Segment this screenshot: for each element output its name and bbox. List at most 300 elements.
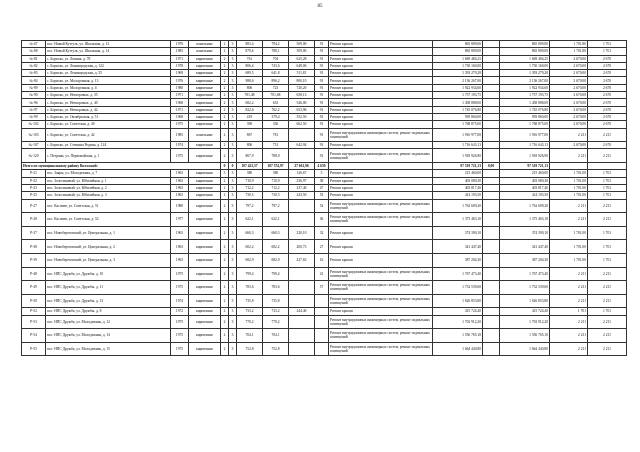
cell-sum: 1 732 539,60 (433, 281, 483, 295)
cell-year: 1975 (171, 315, 189, 329)
cell-v2: 2 211 (588, 294, 627, 308)
repair-program-table (21, 40, 627, 356)
cell-sum: 415 724,40 (433, 308, 483, 315)
cell-e: 3 (229, 170, 237, 177)
cell-addr: пос. НПС Дружба, ул. Молодежная, д. 12 (46, 315, 171, 329)
cell-f: 2 (221, 41, 229, 48)
cell-v2: 2 211 (588, 199, 627, 213)
cell-v1: 1 701 (550, 308, 588, 315)
cell-idx: Р-39 (22, 253, 46, 267)
cell-f: 2 (221, 77, 229, 84)
cell-empty (550, 163, 588, 170)
cell-c1: 682,2 (237, 99, 263, 106)
cell-c1: 712,2 (237, 184, 263, 191)
cell-addr: Итого по муниципальному району Волжский: (22, 163, 221, 170)
cell-empty (329, 163, 433, 170)
cell-v2: 2 211 (588, 213, 627, 227)
cell-empty (483, 106, 500, 113)
cell-sum: 1 716 643,13 (433, 142, 483, 149)
cell-year: 1972 (171, 308, 189, 315)
cell-c2: 704,1 (263, 329, 289, 343)
table-row (22, 99, 627, 106)
cell-sum: 97 519 721,13 (433, 163, 483, 170)
cell-c4: 91 (315, 48, 329, 55)
cell-sum: 374 390,10 (433, 226, 483, 240)
cell-c2: 622,1 (263, 213, 289, 227)
cell-f: 2 (221, 177, 229, 184)
cell-v1: 2 211 (550, 199, 588, 213)
table-row (22, 84, 627, 91)
cell-addr: с. Петрани, ул. Первомайская, д. 1 (46, 149, 171, 163)
cell-c1: 390 (237, 121, 263, 128)
cell-c2: 794,2 (263, 41, 289, 48)
cell-empty (483, 199, 500, 213)
table-row (22, 281, 627, 295)
cell-work: Ремонт крыши (329, 240, 433, 254)
cell-c3: 509,00 (289, 41, 315, 48)
cell-c4 (315, 315, 329, 329)
cell-sum: 865 809,00 (433, 48, 483, 55)
cell-idx: Р-54 (22, 329, 46, 343)
cell-f: 2 (221, 62, 229, 69)
total-row (22, 163, 627, 170)
cell-mat: кирпичные (189, 213, 221, 227)
cell-year: 1976 (171, 77, 189, 84)
cell-sum: 939 860,00 (433, 113, 483, 120)
cell-empty (483, 226, 500, 240)
cell-sum: 1 922 934,60 (433, 84, 483, 91)
cell-v1: 1 701,00 (550, 192, 588, 199)
cell-c1: 704,1 (237, 329, 263, 343)
cell-empty (483, 240, 500, 254)
cell-c4: 38 (315, 177, 329, 184)
cell-v1: 1 701,80 (550, 48, 588, 55)
cell-mat: кирпичные (189, 142, 221, 149)
cell-addr: пос. Золотиновый, ул. Юбилейная, д. 3 (46, 192, 171, 199)
cell-c4: 91 (315, 121, 329, 128)
cell-empty (483, 48, 500, 55)
cell-year: 1971 (171, 92, 189, 99)
cell-c3: 662,50 (289, 121, 315, 128)
cell-v2: 2 670 (588, 113, 627, 120)
cell-work: Ремонт внутридомовых инженерных систем, ремонт подвальных помещений (329, 199, 433, 213)
cell-c4: 91 (315, 113, 329, 120)
cell-c4: 41 (315, 267, 329, 281)
cell-work: Ремонт внутридомовых инженерных систем, ремонт подвальных помещений (329, 213, 433, 227)
table-row (22, 113, 627, 120)
cell-mat: кирпичные (189, 253, 221, 267)
cell-idx: Р-22 (22, 177, 46, 184)
cell-addr: с. Бориско, ул. Стешина Родина, д. 124 (46, 142, 171, 149)
cell-c4: 91 (315, 106, 329, 113)
cell-mat: кирпичные (189, 92, 221, 99)
cell-v1: 2 211 (550, 342, 588, 356)
table-row (22, 184, 627, 191)
cell-sum2: 97 519 721,13 (500, 163, 550, 170)
cell-addr: пос. НПС Дружба, ул. Молодежная, д. 15 (46, 342, 171, 356)
cell-c4: 52 (315, 199, 329, 213)
cell-c4 (315, 294, 329, 308)
cell-c4: 57 (315, 281, 329, 295)
cell-e: 3 (229, 267, 237, 281)
cell-mat: кирпичные (189, 240, 221, 254)
table-row (22, 92, 627, 99)
cell-work: Ремонт внутридомовых инженерных систем, ремонт подвальных помещений (329, 281, 433, 295)
cell-c3: 648,06 (289, 62, 315, 69)
cell-work: Ремонт крыши (329, 192, 433, 199)
cell-c1: 733,2 (237, 308, 263, 315)
cell-c3: 352,50 (289, 113, 315, 120)
cell-sum: 1 767 473,40 (433, 267, 483, 281)
cell-sum: 1 458 888,00 (433, 99, 483, 106)
cell-sum2: 1 757 193,75 (500, 92, 550, 99)
cell-empty (483, 342, 500, 356)
cell-addr: пос. НПС Дружба, ул. Дружбы, д. 8 (46, 308, 171, 315)
cell-sum2: 1 730 160,00 (500, 62, 550, 69)
cell-sum2: 1 664 440,80 (500, 342, 550, 356)
cell-sum2: 1 702 912,20 (500, 315, 550, 329)
cell-v2: 1 701 (588, 240, 627, 254)
cell-v2: 2 670 (588, 70, 627, 77)
cell-mat: кирпичные (189, 226, 221, 240)
cell-idx: №-99 (22, 113, 46, 120)
cell-c1: 761 (237, 55, 263, 62)
cell-c2: 710,9 (263, 177, 289, 184)
cell-addr: пос. НПС Дружба, ул. Молодежная, д. 14 (46, 329, 171, 343)
cell-c4 (315, 342, 329, 356)
cell-c3: 509,00 (289, 48, 315, 55)
cell-sum: 865 809,00 (433, 41, 483, 48)
cell-e: 3 (229, 121, 237, 128)
cell-v1: 2 211 (550, 213, 588, 227)
cell-v2: 2 670 (588, 121, 627, 128)
cell-v1: 2 211 (550, 128, 588, 142)
cell-sum: 1 393 279,28 (433, 70, 483, 77)
cell-f: 2 (221, 113, 229, 120)
cell-c1: 689,5 (237, 70, 263, 77)
cell-c2: 701,68 (263, 92, 289, 99)
cell-c3 (289, 342, 315, 356)
cell-c2: 379,4 (263, 113, 289, 120)
cell-sum: 403 080,30 (433, 177, 483, 184)
cell-idx: Р-48 (22, 267, 46, 281)
cell-work: Ремонт крыши (329, 308, 433, 315)
cell-addr: с. Бориско, ул. Советская, д. 40 (46, 121, 171, 128)
cell-v1: 1 701,00 (550, 240, 588, 254)
cell-c3: 653,96 (289, 106, 315, 113)
cell-c1: 622,1 (237, 213, 263, 227)
cell-v1: 2 670,00 (550, 62, 588, 69)
cell-v2: 2 211 (588, 281, 627, 295)
cell-c2: 660,3 (263, 226, 289, 240)
cell-sum: 1 626 853,80 (433, 294, 483, 308)
cell-c3: 220,10 (289, 226, 315, 240)
cell-e: 3 (229, 62, 237, 69)
cell-c4: 91 (315, 77, 329, 84)
cell-idx: №-103 (22, 128, 46, 142)
cell-zero: 0,00 (483, 163, 500, 170)
cell-mat: кирпичные (189, 121, 221, 128)
cell-mat: кирпичные (189, 294, 221, 308)
cell-empty (483, 329, 500, 343)
cell-empty (483, 192, 500, 199)
cell-f: 2 (221, 308, 229, 315)
cell-v2: 2 211 (588, 315, 627, 329)
table-row (22, 199, 627, 213)
cell-e: 3 (229, 177, 237, 184)
cell-v2: 1 701 (588, 177, 627, 184)
cell-c2: 723 (263, 84, 289, 91)
cell-v1: 1 701,80 (550, 41, 588, 48)
cell-year: 1968 (171, 113, 189, 120)
cell-addr: пос. НПС Дружба, ул. Дружбы, д. 13 (46, 294, 171, 308)
table-row (22, 70, 627, 77)
cell-c4 (315, 329, 329, 343)
cell-v1: 2 670,00 (550, 92, 588, 99)
cell-empty (483, 253, 500, 267)
cell-v1: 1 701,00 (550, 253, 588, 267)
cell-sum: 387 204,30 (433, 253, 483, 267)
cell-work: Ремонт внутридомовых инженерных систем, ремонт подвальных помещений (329, 294, 433, 308)
cell-sum2: 1 626 853,80 (500, 294, 550, 308)
cell-c1: 806 (237, 84, 263, 91)
cell-sum2: 1 716 643,13 (500, 142, 550, 149)
cell-addr: с. Бориско, ул. Октябрьская, д. 51 (46, 113, 171, 120)
cell-e: 3 (229, 226, 237, 240)
cell-empty (483, 41, 500, 48)
cell-sum: 1 702 912,20 (433, 315, 483, 329)
cell-empty (483, 92, 500, 99)
cell-idx: №-82 (22, 62, 46, 69)
cell-mat: кирпичные (189, 342, 221, 356)
cell-sum: 403 817,40 (433, 184, 483, 191)
page-number: 85 (317, 4, 323, 9)
cell-idx: №-83 (22, 70, 46, 77)
cell-mat: кирпичные (189, 77, 221, 84)
cell-c3: 27 661,96 (289, 163, 315, 170)
cell-f: 2 (221, 99, 229, 106)
cell-idx: №-67 (22, 41, 46, 48)
cell-c2: 633 (263, 99, 289, 106)
cell-sum2: 403 817,40 (500, 184, 550, 191)
cell-c4 (315, 308, 329, 315)
cell-c2: 797,2 (263, 199, 289, 213)
cell-year: 1963 (171, 253, 189, 267)
cell-c1: 797,2 (237, 199, 263, 213)
cell-v2: 1 701 (588, 48, 627, 55)
cell-e: 3 (229, 308, 237, 315)
cell-c4: 91 (315, 149, 329, 163)
cell-c4: 53 (315, 192, 329, 199)
cell-year: 1975 (171, 149, 189, 163)
cell-v1: 2 670,00 (550, 70, 588, 77)
table-row (22, 294, 627, 308)
cell-idx: Р-55 (22, 342, 46, 356)
cell-c2: 788,9 (263, 149, 289, 163)
cell-work: Ремонт крыши (329, 177, 433, 184)
cell-empty (483, 99, 500, 106)
cell-c3 (289, 213, 315, 227)
cell-c1: 602,2 (237, 240, 263, 254)
cell-f: 2 (221, 48, 229, 55)
cell-year: 1975 (171, 329, 189, 343)
cell-c3 (289, 281, 315, 295)
cell-c2: 704 (263, 55, 289, 62)
cell-work: Ремонт внутридомовых инженерных систем, ремонт подвальных помещений (329, 342, 433, 356)
cell-c1: 867,9 (237, 149, 263, 163)
cell-mat: кирпичные (189, 184, 221, 191)
cell-addr: с. Бориско, ул. Невзоровых, д. 42 (46, 106, 171, 113)
cell-f: 2 (221, 121, 229, 128)
cell-idx: №-84 (22, 77, 46, 84)
cell-year: 1963 (171, 226, 189, 240)
cell-v2: 2 670 (588, 77, 627, 84)
table-row (22, 315, 627, 329)
cell-c2: 781 (263, 128, 289, 142)
cell-c2: 743,6 (263, 62, 289, 69)
cell-c1: 879,6 (237, 48, 263, 55)
cell-c2: 731 (263, 142, 289, 149)
cell-work: Ремонт внутридомовых инженерных систем, ремонт подвальных помещений (329, 128, 433, 142)
cell-c3: 642,94 (289, 142, 315, 149)
table-row (22, 121, 627, 128)
cell-f: 2 (221, 199, 229, 213)
cell-f: 2 (221, 55, 229, 62)
cell-idx: Р-52 (22, 308, 46, 315)
cell-f: 2 (221, 226, 229, 240)
cell-c3 (289, 128, 315, 142)
cell-c2: 752,8 (263, 342, 289, 356)
cell-c4: 27 (315, 240, 329, 254)
cell-addr: пос. Золотиновый, ул. Юбилейная, д. 2 (46, 184, 171, 191)
cell-c4: 91 (315, 92, 329, 99)
cell-v1: 2 670,00 (550, 99, 588, 106)
cell-v2: 2 211 (588, 149, 627, 163)
cell-empty (483, 142, 500, 149)
cell-e: 3 (229, 184, 237, 191)
cell-v2: 1 701 (588, 184, 627, 191)
cell-f: 2 (221, 281, 229, 295)
cell-c1: 107 423,57 (237, 163, 263, 170)
cell-e: 3 (229, 48, 237, 55)
cell-c3: 200,73 (289, 240, 315, 254)
cell-idx: Р-53 (22, 315, 46, 329)
cell-c1: 806 (237, 142, 263, 149)
cell-addr: пос. НПС Дружба, ул. Дружбы, д. 10 (46, 267, 171, 281)
table-row (22, 213, 627, 227)
cell-work: Ремонт крыши (329, 253, 433, 267)
cell-sum2: 865 809,00 (500, 41, 550, 48)
cell-addr: пос. Новоберезовский, ул. Центральная, д. 3 (46, 253, 171, 267)
cell-year: 1975 (171, 121, 189, 128)
cell-work: Ремонт крыши (329, 55, 433, 62)
cell-addr: с. Бориско, ул. Ленинградская, д. 122 (46, 62, 171, 69)
cell-sum2: 1 393 279,28 (500, 70, 550, 77)
cell-c4: 4 659 (315, 163, 329, 170)
cell-year: 1975 (171, 281, 189, 295)
cell-v1: 2 211 (550, 267, 588, 281)
cell-c2: 770,2 (263, 315, 289, 329)
cell-idx: Р-21 (22, 170, 46, 177)
cell-empty (483, 77, 500, 84)
cell-empty (483, 84, 500, 91)
cell-empty (483, 281, 500, 295)
cell-f: 2 (221, 106, 229, 113)
cell-addr: с. Бориско, ул. Ленинградская, д. 55 (46, 70, 171, 77)
cell-empty (483, 315, 500, 329)
cell-addr: пос. Золотиновый, ул. Юбилейная, д. 1 (46, 177, 171, 184)
cell-mat: кирпичные (189, 113, 221, 120)
cell-year: 1963 (171, 192, 189, 199)
cell-idx: Р-49 (22, 281, 46, 295)
cell-v2: 1 701 (588, 192, 627, 199)
cell-f: 2 (221, 294, 229, 308)
cell-c3: 625,28 (289, 55, 315, 62)
cell-v2: 1 701 (588, 253, 627, 267)
cell-f: 2 (221, 70, 229, 77)
table-row (22, 77, 627, 84)
cell-e: 3 (229, 55, 237, 62)
cell-f: 2 (221, 267, 229, 281)
cell-mat: панельные (189, 41, 221, 48)
cell-sum: 414 193,50 (433, 192, 483, 199)
cell-work: Ремонт крыши (329, 92, 433, 99)
cell-v1: 2 211 (550, 329, 588, 343)
cell-c3: 237,40 (289, 184, 315, 191)
cell-year: 1985 (171, 128, 189, 142)
cell-e: 3 (229, 294, 237, 308)
cell-idx: №-68 (22, 48, 46, 55)
cell-e: 3 (229, 240, 237, 254)
cell-mat: кирпичные (189, 106, 221, 113)
cell-work: Ремонт внутридомовых инженерных систем, ремонт подвальных помещений (329, 267, 433, 281)
cell-c1: 867 (237, 128, 263, 142)
cell-e: 3 (229, 329, 237, 343)
cell-e: 3 (229, 253, 237, 267)
cell-empty (483, 184, 500, 191)
cell-year: 1974 (171, 294, 189, 308)
cell-addr: пос. Каспиев, ул. Советская, д. 51 (46, 199, 171, 213)
cell-e: 3 (229, 84, 237, 91)
cell-mat: кирпичные (189, 84, 221, 91)
cell-work: Ремонт крыши (329, 70, 433, 77)
cell-c2: 735,8 (263, 294, 289, 308)
cell-f: 2 (221, 253, 229, 267)
cell-c2: 107 374,97 (263, 163, 289, 170)
cell-v1: 2 670,00 (550, 77, 588, 84)
cell-c3: 511,81 (289, 70, 315, 77)
cell-idx: №-102 (22, 121, 46, 128)
cell-sum2: 387 204,30 (500, 253, 550, 267)
cell-c3 (289, 149, 315, 163)
cell-idx: Р-25 (22, 192, 46, 199)
cell-addr: с. Бориско, ул. Советская, д. 42 (46, 128, 171, 142)
cell-empty (483, 70, 500, 77)
table-row (22, 170, 627, 177)
cell-c4: 5 (315, 170, 329, 177)
cell-addr: с. Бориско, ул. Молодежная, д. 13 (46, 77, 171, 84)
cell-c4: 32 (315, 226, 329, 240)
cell-f: 2 (221, 329, 229, 343)
cell-v1: 2 670,00 (550, 121, 588, 128)
cell-v2: 2 670 (588, 106, 627, 113)
cell-addr: пос. НПС Дружба, ул. Дружбы, д. 11 (46, 281, 171, 295)
cell-v1: 1 701,00 (550, 177, 588, 184)
cell-c1: 752,8 (237, 342, 263, 356)
cell-sum: 1 664 440,80 (433, 342, 483, 356)
cell-c1: 660,3 (237, 226, 263, 240)
cell-v2: 2 670 (588, 92, 627, 99)
